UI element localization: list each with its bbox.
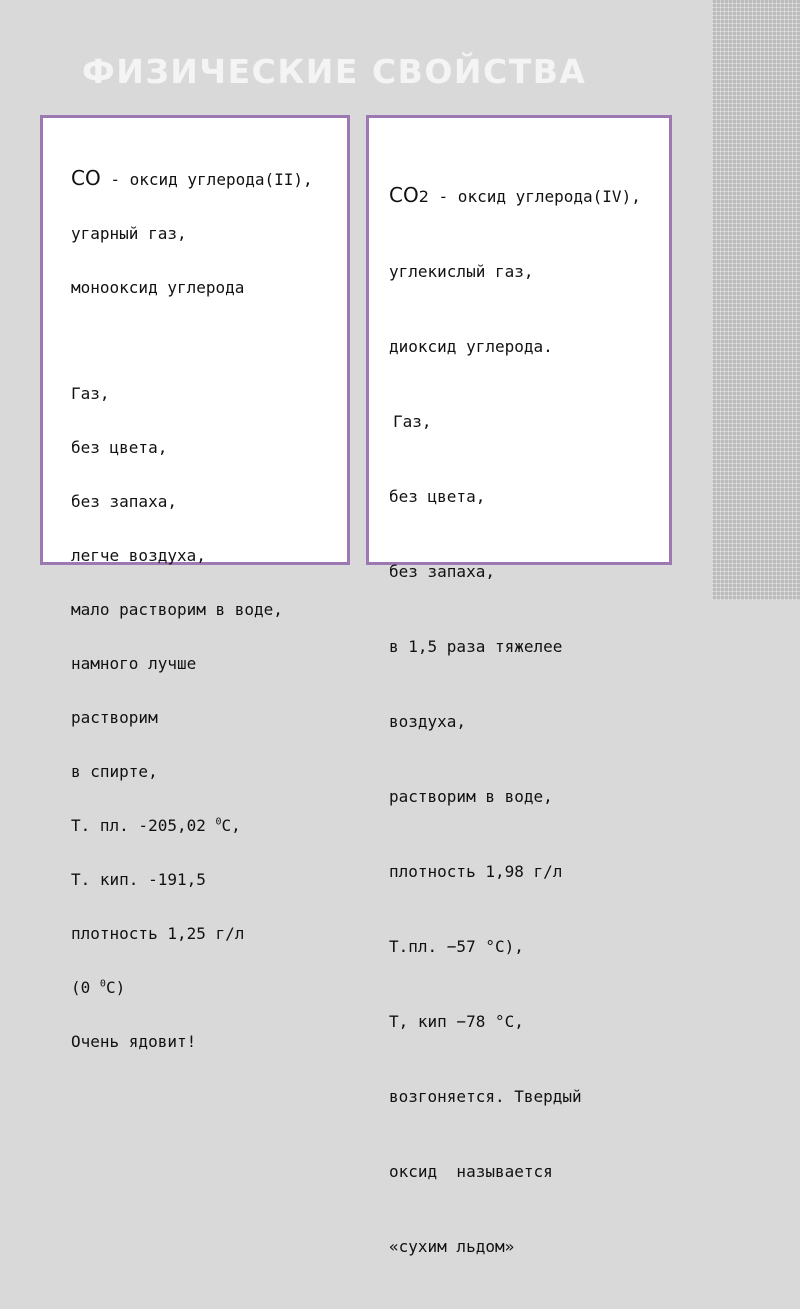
co-line: без запаха, [71, 492, 177, 511]
co2-line: «сухим льдом» [389, 1237, 515, 1256]
co2-line: без цвета, [389, 487, 486, 506]
co-line: плотность 1,25 г/л [71, 924, 245, 943]
co2-line: Т, кип −78 °C, [389, 1012, 524, 1031]
panel-co [40, 115, 350, 1051]
co2-line: плотность 1,98 г/л [389, 862, 563, 881]
co-line: легче воздуха, [71, 546, 206, 565]
co-line: мало растворим в воде, [71, 600, 283, 619]
co2-line: возгоняется. Твердый [389, 1087, 582, 1106]
co-formula: CO [71, 166, 101, 190]
co-melting-point: Т. пл. -205,02 $^0$С, [71, 816, 241, 835]
co-line: Газ, [71, 384, 110, 403]
co2-line: в 1,5 раза тяжелее [389, 637, 563, 656]
co2-line: воздуха, [389, 712, 467, 731]
co-line: угарный газ, [71, 224, 187, 243]
co-line: растворим [71, 708, 158, 727]
co-line: Т. кип. -191,5 [71, 870, 206, 889]
co2-line: оксид называется [389, 1162, 553, 1181]
co2-heading: CO2 - оксид углерода(IV), [389, 183, 641, 207]
co-conditions: (0 $^0$С) [71, 978, 126, 997]
co2-line: Т.пл. −57 °C), [389, 937, 524, 956]
co-heading: CO - оксид углерода(II), [71, 166, 313, 190]
co-line: без цвета, [71, 438, 168, 457]
co2-line: растворим в воде, [389, 787, 553, 806]
decorative-side-strip [712, 0, 800, 600]
co2-line: углекислый газ, [389, 262, 534, 281]
co2-line: Газ, [393, 412, 432, 431]
panel-co2-text [389, 133, 641, 1309]
co-line: в спирте, [71, 762, 158, 781]
panel-co2 [366, 115, 672, 1256]
co2-line: диоксид углерода. [389, 337, 553, 356]
panel-co-text [71, 133, 313, 1087]
co-line: Очень ядовит! [71, 1032, 197, 1051]
co2-line: без запаха, [389, 562, 495, 581]
co-line: монооксид углерода [71, 278, 245, 297]
co2-formula: CO2 [389, 183, 429, 207]
slide-title: ФИЗИЧЕСКИЕ СВОЙСТВА [82, 52, 587, 91]
co-line: намного лучше [71, 654, 197, 673]
